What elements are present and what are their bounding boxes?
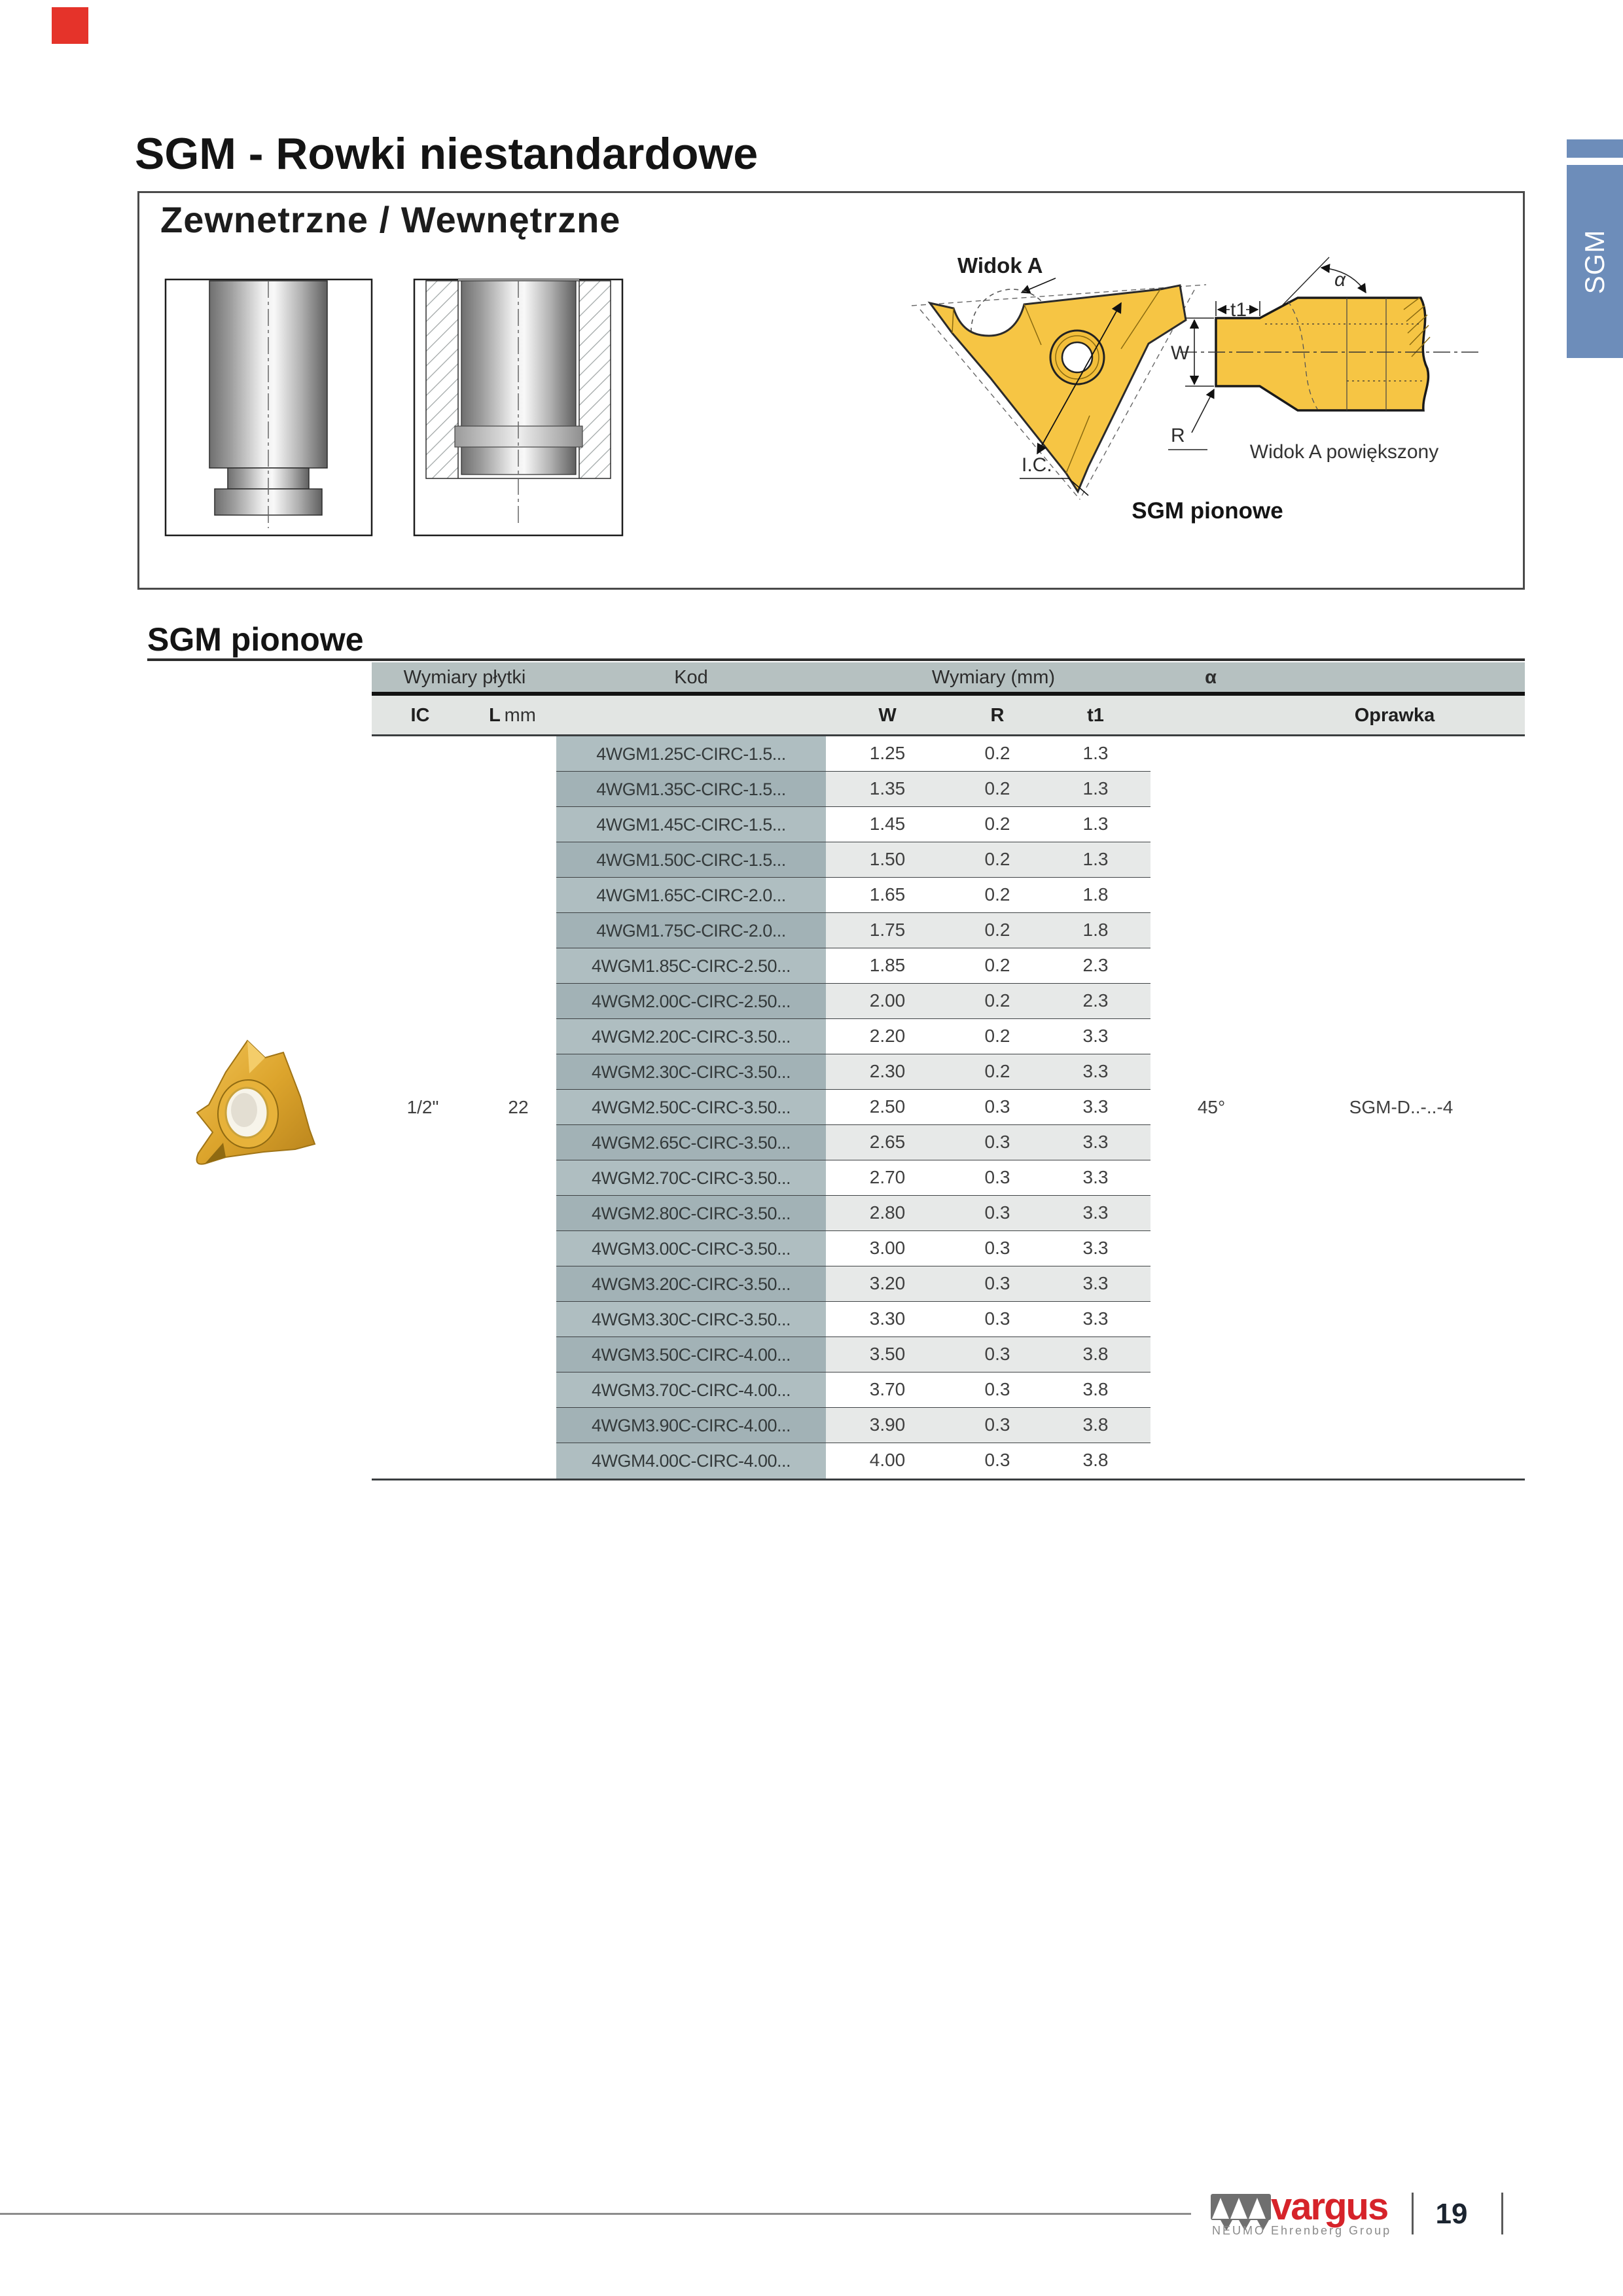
t1-value: 2.3 xyxy=(1082,990,1109,1011)
w-value: 1.25 xyxy=(869,743,906,763)
r-value: 0.3 xyxy=(984,1132,1010,1152)
kod-cell: 4WGM3.30C-CIRC-3.50... xyxy=(556,1302,826,1337)
ic-label: I.C. xyxy=(1022,454,1052,476)
table-row xyxy=(372,1372,1525,1408)
panel-title: Zewnetrzne / Wewnętrzne xyxy=(160,199,621,240)
table-row xyxy=(372,1337,1525,1372)
t1-value: 3.8 xyxy=(1082,1414,1109,1435)
kod-cell: 4WGM3.20C-CIRC-3.50... xyxy=(556,1266,826,1302)
t1-value: 3.8 xyxy=(1082,1344,1109,1364)
t1-value: 3.3 xyxy=(1082,1202,1109,1223)
t1-value: 3.3 xyxy=(1082,1238,1109,1258)
groove-profile-view xyxy=(1168,257,1481,450)
kod-cell: 4WGM2.50C-CIRC-3.50... xyxy=(556,1090,826,1125)
shared-oprawka-value: SGM-D..-..-4 xyxy=(1349,1097,1454,1117)
table-row xyxy=(372,1266,1525,1302)
table-row xyxy=(372,1408,1525,1443)
r-value: 0.2 xyxy=(984,814,1010,834)
w-value: 1.45 xyxy=(869,814,906,834)
r-value: 0.3 xyxy=(984,1202,1010,1223)
r-value: 0.3 xyxy=(984,1344,1010,1364)
r-value: 0.3 xyxy=(984,1379,1010,1399)
r-value: 0.2 xyxy=(984,990,1010,1011)
t1-value: 3.3 xyxy=(1082,1308,1109,1329)
w-value: 1.65 xyxy=(869,884,906,905)
vargus-logo-subtext: NEUMO Ehrenberg Group xyxy=(1212,2224,1392,2237)
kod-cell: 4WGM2.00C-CIRC-2.50... xyxy=(556,984,826,1019)
insert-outline xyxy=(930,285,1186,492)
r-value: 0.2 xyxy=(984,778,1010,798)
r-value: 0.2 xyxy=(984,1061,1010,1081)
t1-value: 1.8 xyxy=(1082,920,1109,940)
kod-cell: 4WGM1.35C-CIRC-1.5... xyxy=(556,772,826,807)
kod-cell: 4WGM2.20C-CIRC-3.50... xyxy=(556,1019,826,1054)
alpha-label: α xyxy=(1334,269,1346,291)
w-value: 2.30 xyxy=(869,1061,906,1081)
insert-photo xyxy=(185,1033,319,1193)
kod-cell: 4WGM2.65C-CIRC-3.50... xyxy=(556,1125,826,1160)
r-value: 0.2 xyxy=(984,920,1010,940)
page-number: 19 xyxy=(1435,2198,1468,2230)
table-sub-header xyxy=(372,696,1525,734)
r-value: 0.2 xyxy=(984,849,1010,869)
kod-cell: 4WGM2.30C-CIRC-3.50... xyxy=(556,1054,826,1090)
w-value: 2.50 xyxy=(869,1096,906,1117)
col-wymiary-mm: Wymiary (mm) xyxy=(931,667,1056,688)
r-value: 0.3 xyxy=(984,1308,1010,1329)
r-value: 0.2 xyxy=(984,743,1010,763)
r-value: 0.2 xyxy=(984,1026,1010,1046)
col-t1: t1 xyxy=(1087,705,1104,726)
w-value: 2.80 xyxy=(869,1202,906,1223)
kod-cell: 4WGM3.70C-CIRC-4.00... xyxy=(556,1372,826,1408)
r-value: 0.2 xyxy=(984,884,1010,905)
w-value: 4.00 xyxy=(869,1450,906,1470)
footer-rule xyxy=(0,2213,1191,2215)
kod-cell: 4WGM1.45C-CIRC-1.5... xyxy=(556,807,826,842)
table-bottom-rule xyxy=(372,1479,1525,1480)
r-value: 0.2 xyxy=(984,955,1010,975)
shared-l-value: 22 xyxy=(508,1097,529,1117)
t1-value: 3.8 xyxy=(1082,1379,1109,1399)
section-title: SGM pionowe xyxy=(147,621,364,658)
table-group-header xyxy=(372,662,1525,692)
t1-value: 3.3 xyxy=(1082,1096,1109,1117)
kod-cell: 4WGM4.00C-CIRC-4.00... xyxy=(556,1443,826,1479)
shared-alpha-value: 45° xyxy=(1197,1097,1226,1117)
side-tab-accent-bar xyxy=(1567,139,1623,158)
w-value: 1.35 xyxy=(869,778,906,798)
r-value: 0.3 xyxy=(984,1238,1010,1258)
t1-value: 3.3 xyxy=(1082,1273,1109,1293)
corner-marker xyxy=(52,7,88,44)
t1-value: 1.3 xyxy=(1082,814,1109,834)
kod-cell: 4WGM1.85C-CIRC-2.50... xyxy=(556,948,826,984)
shared-ic-value: 1/2" xyxy=(406,1097,439,1117)
table-row xyxy=(372,1160,1525,1196)
kod-cell: 4WGM1.75C-CIRC-2.0... xyxy=(556,913,826,948)
table-row xyxy=(372,1231,1525,1266)
kod-cell: 4WGM1.25C-CIRC-1.5... xyxy=(556,736,826,772)
table-row xyxy=(372,842,1525,878)
w-value: 3.50 xyxy=(869,1344,906,1364)
section-rule xyxy=(147,658,1525,661)
w-value: 1.75 xyxy=(869,920,906,940)
w-value: 2.20 xyxy=(869,1026,906,1046)
w-label: W xyxy=(1171,342,1190,364)
col-kod: Kod xyxy=(674,667,708,688)
t1-value: 2.3 xyxy=(1082,955,1109,975)
side-tab-sgm[interactable] xyxy=(1567,165,1623,358)
side-tab-label: SGM xyxy=(1579,229,1610,294)
page-title: SGM - Rowki niestandardowe xyxy=(135,129,758,179)
col-alpha: α xyxy=(1205,667,1217,688)
col-wymiary-plytki: Wymiary płytki xyxy=(403,667,526,688)
footer-divider xyxy=(1412,2193,1414,2234)
table-row xyxy=(372,948,1525,984)
table-row xyxy=(372,1019,1525,1054)
profile-outline xyxy=(1216,298,1429,410)
r-value: 0.3 xyxy=(984,1167,1010,1187)
col-r: R xyxy=(990,705,1005,726)
table-row xyxy=(372,913,1525,948)
w-value: 3.20 xyxy=(869,1273,906,1293)
col-w: W xyxy=(878,705,897,726)
w-value: 3.30 xyxy=(869,1308,906,1329)
table-row xyxy=(372,807,1525,842)
w-value: 3.00 xyxy=(869,1238,906,1258)
w-value: 2.65 xyxy=(869,1132,906,1152)
panel-caption: SGM pionowe xyxy=(1132,498,1283,524)
external-part-drawing xyxy=(166,279,372,535)
table-row xyxy=(372,1054,1525,1090)
table-row xyxy=(372,984,1525,1019)
t1-value: 3.3 xyxy=(1082,1026,1109,1046)
r-value: 0.3 xyxy=(984,1414,1010,1435)
w-value: 2.70 xyxy=(869,1167,906,1187)
widok-a-label: Widok A xyxy=(957,253,1043,278)
w-value: 2.00 xyxy=(869,990,906,1011)
table-row xyxy=(372,736,1525,772)
kod-cell: 4WGM1.50C-CIRC-1.5... xyxy=(556,842,826,878)
footer-divider-right xyxy=(1501,2193,1503,2234)
table-row xyxy=(372,1125,1525,1160)
r-label: R xyxy=(1171,425,1185,446)
t1-value: 1.3 xyxy=(1082,743,1109,763)
t1-value: 3.8 xyxy=(1082,1450,1109,1470)
drawings-panel xyxy=(137,191,1525,590)
col-ic: IC xyxy=(410,705,430,726)
r-value: 0.3 xyxy=(984,1450,1010,1470)
kod-cell: 4WGM2.70C-CIRC-3.50... xyxy=(556,1160,826,1196)
table-row xyxy=(372,772,1525,807)
r-value: 0.3 xyxy=(984,1273,1010,1293)
table-row xyxy=(372,1302,1525,1337)
t1-value: 1.3 xyxy=(1082,778,1109,798)
internal-part-drawing xyxy=(414,279,622,535)
kod-cell: 4WGM3.00C-CIRC-3.50... xyxy=(556,1231,826,1266)
r-value: 0.3 xyxy=(984,1096,1010,1117)
kod-cell: 4WGM3.50C-CIRC-4.00... xyxy=(556,1337,826,1372)
t1-value: 3.3 xyxy=(1082,1167,1109,1187)
table-row xyxy=(372,1196,1525,1231)
w-value: 3.70 xyxy=(869,1379,906,1399)
table-row xyxy=(372,1443,1525,1479)
enlarged-caption: Widok A powiększony xyxy=(1249,441,1439,463)
kod-cell: 4WGM3.90C-CIRC-4.00... xyxy=(556,1408,826,1443)
col-l: L mm xyxy=(489,705,536,726)
insert-front-view xyxy=(912,253,1206,499)
t1-value: 1.3 xyxy=(1082,849,1109,869)
kod-cell: 4WGM2.80C-CIRC-3.50... xyxy=(556,1196,826,1231)
vargus-logo-text: vargus xyxy=(1271,2185,1388,2228)
w-value: 3.90 xyxy=(869,1414,906,1435)
w-value: 1.50 xyxy=(869,849,906,869)
col-oprawka: Oprawka xyxy=(1354,705,1435,726)
technical-diagram xyxy=(139,193,1523,588)
kod-cell: 4WGM1.65C-CIRC-2.0... xyxy=(556,878,826,913)
t1-value: 3.3 xyxy=(1082,1061,1109,1081)
w-value: 1.85 xyxy=(869,955,906,975)
t1-value: 3.3 xyxy=(1082,1132,1109,1152)
t1-label: t1 xyxy=(1230,299,1247,321)
t1-value: 1.8 xyxy=(1082,884,1109,905)
table-row xyxy=(372,878,1525,913)
